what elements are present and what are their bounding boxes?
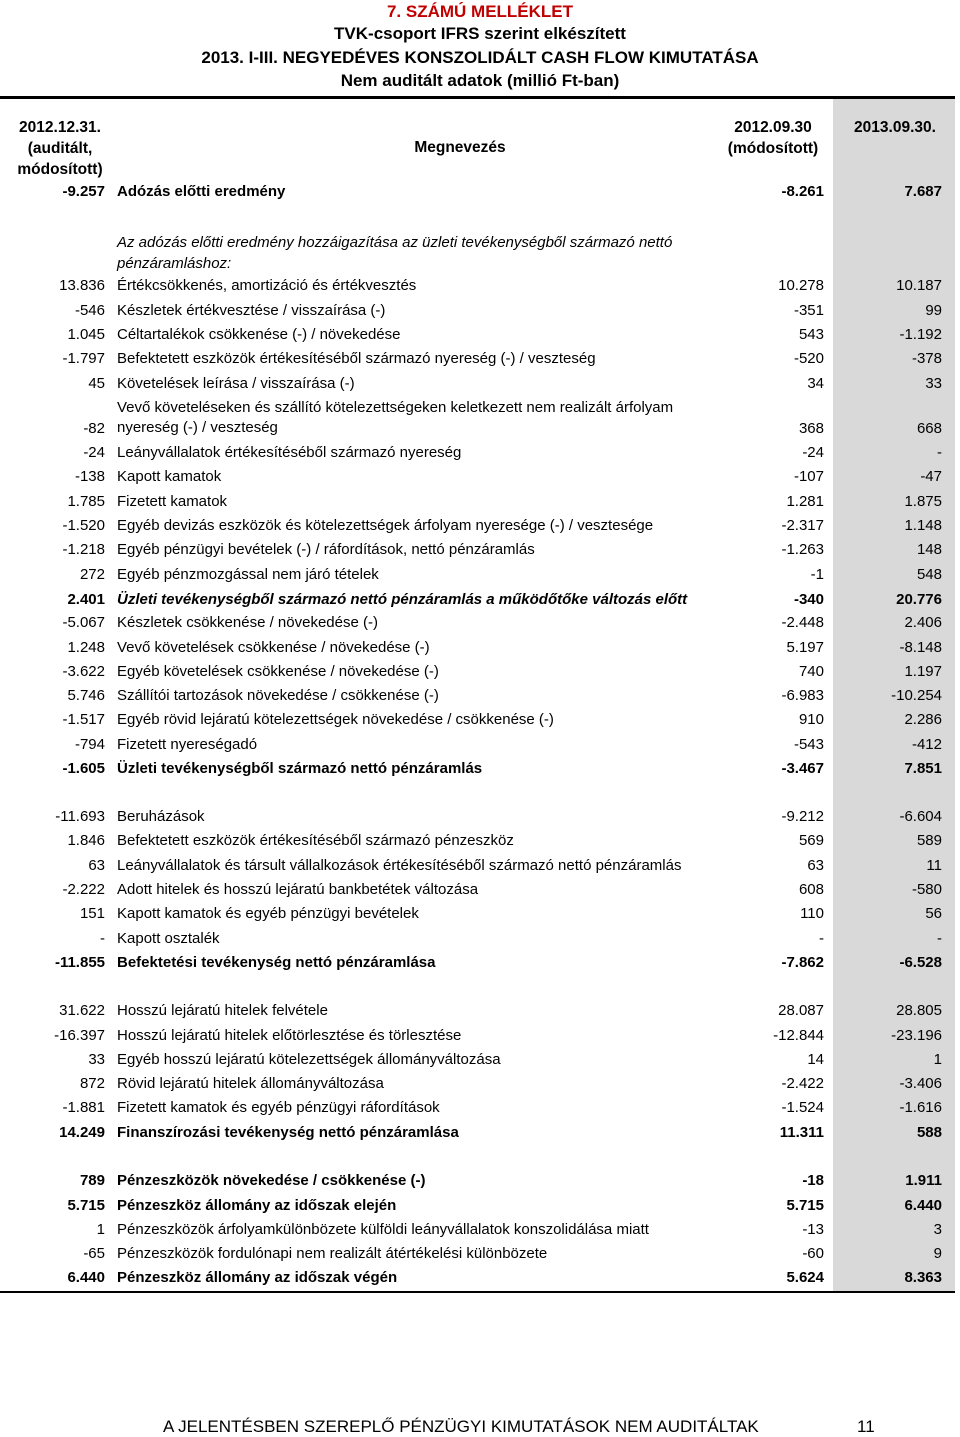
cell-2013-09-30: 6.440 bbox=[904, 1197, 942, 1214]
cell-2013-09-30: 11 bbox=[926, 857, 942, 874]
cell-2012-12-31: 13.836 bbox=[59, 277, 105, 294]
cell-2012-12-31: -1.517 bbox=[62, 711, 105, 728]
cell-label: Fizetett kamatok és egyéb pénzügyi ráfordítások bbox=[117, 1099, 440, 1116]
cell-2012-12-31: 1.846 bbox=[67, 832, 105, 849]
cell-label: Kapott kamatok bbox=[117, 468, 222, 485]
cell-2013-09-30: -8.148 bbox=[899, 639, 942, 656]
cell-2012-12-31: 5.715 bbox=[67, 1197, 105, 1214]
cell-label: Egyéb rövid lejáratú kötelezettségek növekedése / csökkenése (-) bbox=[117, 711, 554, 728]
cell-2012-12-31: -82 bbox=[83, 420, 105, 437]
cell-label: Befektetett eszközök értékesítéséből származó pénzeszköz bbox=[117, 832, 514, 849]
cell-2012-09-30: -7.862 bbox=[781, 954, 824, 971]
cell-label: Pénzeszköz állomány az időszak elején bbox=[117, 1197, 397, 1214]
bottom-rule bbox=[0, 1291, 955, 1293]
column-header-2012-09-30 bbox=[712, 117, 834, 159]
title-company: TVK-csoport IFRS szerint elkészített bbox=[334, 24, 626, 43]
cell-2013-09-30: 1.197 bbox=[904, 663, 942, 680]
cell-label: Kapott kamatok és egyéb pénzügyi bevételek bbox=[117, 905, 419, 922]
title-report: 2013. I-III. NEGYEDÉVES KONSZOLIDÁLT CASH FLOW KIMUTATÁSA bbox=[201, 48, 759, 67]
cell-2012-09-30: 14 bbox=[807, 1051, 824, 1068]
cell-2012-09-30: 543 bbox=[798, 326, 824, 343]
cell-label: Céltartalékok csökkenése (-) / növekedése bbox=[117, 326, 401, 343]
cell-2012-09-30: -24 bbox=[802, 444, 824, 461]
cell-label: Fizetett nyereségadó bbox=[117, 736, 258, 753]
cell-2013-09-30: 7.851 bbox=[904, 760, 942, 777]
cell-2012-09-30: -6.983 bbox=[781, 687, 824, 704]
column-header-line: 2012.09.30 bbox=[734, 119, 812, 136]
cell-label: Egyéb követelések csökkenése / növekedése (-) bbox=[117, 663, 439, 680]
cell-label: Üzleti tevékenységből származó nettó pénzáramlás bbox=[117, 760, 483, 777]
title-annex: 7. SZÁMÚ MELLÉKLET bbox=[386, 2, 574, 21]
cell-2012-12-31: 33 bbox=[88, 1051, 105, 1068]
cell-label: Pénzeszközök fordulónapi nem realizált átértékelési különbözete bbox=[117, 1245, 548, 1262]
cell-2012-09-30: -13 bbox=[802, 1221, 824, 1238]
cell-2012-12-31: 1.785 bbox=[67, 493, 105, 510]
cell-2012-12-31: -11.693 bbox=[55, 808, 105, 825]
cell-2013-09-30: -412 bbox=[911, 736, 942, 753]
cell-2012-12-31: -9.257 bbox=[62, 183, 105, 200]
cell-2012-12-31: -16.397 bbox=[54, 1027, 105, 1044]
cell-label: Leányvállalatok és társult vállalkozások értékesítéséből származó nettó pénzáramlás bbox=[117, 857, 682, 874]
cell-2012-12-31: -1.797 bbox=[62, 350, 105, 367]
cell-label: Pénzeszközök árfolyamkülönbözete külföldi leányvállalatok konszolidálása miatt bbox=[117, 1221, 649, 1238]
cell-2012-09-30: 11.311 bbox=[779, 1124, 824, 1141]
cell-2012-09-30: -2.317 bbox=[781, 517, 824, 534]
cell-2013-09-30: -6.604 bbox=[899, 808, 942, 825]
cell-label: Adózás előtti eredmény bbox=[117, 183, 286, 200]
cell-2013-09-30: 3 bbox=[933, 1221, 942, 1238]
cell-2012-12-31: - bbox=[100, 930, 105, 947]
cell-2012-09-30: 569 bbox=[798, 832, 824, 849]
top-rule bbox=[0, 96, 955, 99]
cell-2012-12-31: 151 bbox=[79, 905, 105, 922]
cell-2012-09-30: 608 bbox=[798, 881, 824, 898]
cell-2012-09-30: 5.197 bbox=[786, 639, 824, 656]
cell-2013-09-30: 20.776 bbox=[896, 591, 942, 608]
cell-2013-09-30: -580 bbox=[911, 881, 942, 898]
cell-2012-12-31: -5.067 bbox=[62, 614, 105, 631]
cell-2013-09-30: 1 bbox=[933, 1051, 942, 1068]
cell-label: Vevő követelések csökkenése / növekedése (-) bbox=[117, 639, 430, 656]
column-header-2012-12-31 bbox=[8, 117, 112, 180]
cell-2012-12-31: -1.605 bbox=[62, 760, 105, 777]
page-number: 11 bbox=[857, 1417, 875, 1436]
cell-2013-09-30: -1.616 bbox=[899, 1099, 942, 1116]
title-units: Nem auditált adatok (millió Ft-ban) bbox=[340, 71, 620, 90]
cell-2013-09-30: 588 bbox=[916, 1124, 942, 1141]
footer-text: A JELENTÉSBEN SZEREPLŐ PÉNZÜGYI KIMUTATÁSOK NEM AUDITÁLTAK bbox=[163, 1417, 759, 1436]
cell-label: Kapott osztalék bbox=[117, 930, 220, 947]
special-row-line: nyereség (-) / veszteség bbox=[117, 419, 278, 436]
cell-label: Hosszú lejáratú hitelek előtörlesztése és törlesztése bbox=[117, 1027, 462, 1044]
cell-2012-12-31: -11.855 bbox=[54, 954, 105, 971]
adjustment-note bbox=[117, 232, 757, 274]
note-line: pénzáramláshoz: bbox=[117, 255, 232, 272]
column-header-name: Megnevezés bbox=[414, 139, 506, 156]
cell-2012-09-30: 910 bbox=[798, 711, 824, 728]
cell-2012-09-30: -2.448 bbox=[781, 614, 824, 631]
cell-2013-09-30: -378 bbox=[911, 350, 942, 367]
cell-2013-09-30: 1.148 bbox=[904, 517, 942, 534]
special-row-label bbox=[117, 398, 757, 438]
cell-label: Befektetett eszközök értékesítéséből származó nyereség (-) / veszteség bbox=[117, 350, 596, 367]
column-header-line: (auditált, bbox=[27, 140, 93, 157]
cell-label: Készletek csökkenése / növekedése (-) bbox=[117, 614, 378, 631]
cell-2013-09-30: -10.254 bbox=[891, 687, 942, 704]
cell-2012-09-30: 1.281 bbox=[786, 493, 824, 510]
note-line: Az adózás előtti eredmény hozzáigazítása az üzleti tevékenységből származó nettó bbox=[117, 234, 673, 251]
cell-2012-12-31: 872 bbox=[79, 1075, 105, 1092]
cell-2013-09-30: 2.286 bbox=[904, 711, 942, 728]
cell-2012-09-30: -12.844 bbox=[773, 1027, 824, 1044]
cell-2012-09-30: -2.422 bbox=[781, 1075, 824, 1092]
cell-2013-09-30: 548 bbox=[916, 566, 942, 583]
cell-2012-12-31: -24 bbox=[83, 444, 105, 461]
cell-2013-09-30: 148 bbox=[916, 541, 942, 558]
cell-2012-12-31: -3.622 bbox=[62, 663, 105, 680]
cell-2012-09-30: -1 bbox=[810, 566, 824, 583]
cell-2012-09-30: 368 bbox=[798, 420, 824, 437]
cell-label: Pénzeszköz állomány az időszak végén bbox=[117, 1269, 398, 1286]
cell-2012-09-30: - bbox=[819, 930, 824, 947]
cell-2013-09-30: 56 bbox=[925, 905, 942, 922]
cell-2012-09-30: -543 bbox=[793, 736, 824, 753]
cell-2013-09-30: 1.875 bbox=[904, 493, 942, 510]
cell-label: Készletek értékvesztése / visszaírása (-) bbox=[117, 302, 386, 319]
cell-2012-09-30: -520 bbox=[793, 350, 824, 367]
cell-label: Adott hitelek és hosszú lejáratú bankbetétek változása bbox=[117, 881, 479, 898]
cell-label: Rövid lejáratú hitelek állományváltozása bbox=[117, 1075, 384, 1092]
cell-2013-09-30: 668 bbox=[916, 420, 942, 437]
cell-2012-12-31: -1.881 bbox=[62, 1099, 105, 1116]
cell-2012-12-31: 1 bbox=[96, 1221, 105, 1238]
special-row-line: Vevő követeléseken és szállító kötelezettségeken keletkezett nem realizált árfolyam bbox=[117, 399, 674, 416]
cell-2012-12-31: 31.622 bbox=[59, 1002, 105, 1019]
cell-2012-12-31: 63 bbox=[88, 857, 105, 874]
cell-2012-09-30: 110 bbox=[800, 905, 824, 922]
cell-2013-09-30: 8.363 bbox=[904, 1269, 942, 1286]
cell-2012-09-30: 5.715 bbox=[786, 1197, 824, 1214]
cell-2013-09-30: - bbox=[937, 930, 942, 947]
cell-2012-09-30: -8.261 bbox=[781, 183, 824, 200]
cell-label: Leányvállalatok értékesítéséből származó nyereség bbox=[117, 444, 462, 461]
cell-2012-09-30: -1.263 bbox=[781, 541, 824, 558]
cell-label: Hosszú lejáratú hitelek felvétele bbox=[117, 1002, 328, 1019]
cell-label: Pénzeszközök növekedése / csökkenése (-) bbox=[117, 1172, 426, 1189]
cell-label: Befektetési tevékenység nettó pénzáramlása bbox=[117, 954, 436, 971]
cell-2012-12-31: 14.249 bbox=[59, 1124, 105, 1141]
cell-2012-09-30: 34 bbox=[807, 375, 824, 392]
cell-2012-09-30: 5.624 bbox=[786, 1269, 824, 1286]
cell-2012-09-30: -18 bbox=[802, 1172, 824, 1189]
cell-2012-12-31: 45 bbox=[88, 375, 105, 392]
column-header-line: (módosított) bbox=[727, 140, 819, 157]
cell-2012-09-30: 28.087 bbox=[778, 1002, 824, 1019]
cell-2012-12-31: -794 bbox=[74, 736, 105, 753]
cell-label: Szállítói tartozások növekedése / csökkenése (-) bbox=[117, 687, 439, 704]
cell-2012-12-31: 272 bbox=[79, 566, 105, 583]
column-header-2013-09-30: 2013.09.30. bbox=[854, 119, 936, 136]
cell-2013-09-30: 589 bbox=[916, 832, 942, 849]
cell-2013-09-30: 2.406 bbox=[904, 614, 942, 631]
cell-2012-09-30: -107 bbox=[793, 468, 824, 485]
cell-2012-09-30: -9.212 bbox=[781, 808, 824, 825]
cell-2012-09-30: -60 bbox=[802, 1245, 824, 1262]
cell-2012-12-31: 5.746 bbox=[67, 687, 105, 704]
cell-2013-09-30: 1.911 bbox=[905, 1172, 942, 1189]
cell-2013-09-30: -23.196 bbox=[891, 1027, 942, 1044]
cell-2012-12-31: 1.045 bbox=[67, 326, 105, 343]
cell-label: Fizetett kamatok bbox=[117, 493, 228, 510]
cell-2012-12-31: 6.440 bbox=[67, 1269, 105, 1286]
cell-2012-12-31: -138 bbox=[74, 468, 105, 485]
cell-label: Beruházások bbox=[117, 808, 205, 825]
cell-label: Finanszírozási tevékenység nettó pénzáramlása bbox=[117, 1124, 459, 1141]
cell-2013-09-30: -6.528 bbox=[899, 954, 942, 971]
column-header-line: 2012.12.31. bbox=[19, 119, 101, 136]
cell-2013-09-30: 10.187 bbox=[896, 277, 942, 294]
cell-2013-09-30: -1.192 bbox=[899, 326, 942, 343]
cell-2013-09-30: 99 bbox=[925, 302, 942, 319]
cell-2012-09-30: -351 bbox=[793, 302, 824, 319]
cell-2012-09-30: 10.278 bbox=[778, 277, 824, 294]
cell-2012-12-31: -2.222 bbox=[62, 881, 105, 898]
cell-2012-12-31: -1.218 bbox=[62, 541, 105, 558]
cell-2012-12-31: -65 bbox=[83, 1245, 105, 1262]
cell-2012-12-31: 2.401 bbox=[67, 591, 105, 608]
column-header-line: módosított) bbox=[17, 161, 103, 178]
cell-2013-09-30: 33 bbox=[925, 375, 942, 392]
cell-2012-09-30: -1.524 bbox=[781, 1099, 824, 1116]
cell-label: Értékcsökkenés, amortizáció és értékvesztés bbox=[117, 277, 417, 294]
cell-label: Egyéb pénzügyi bevételek (-) / ráfordítások, nettó pénzáramlás bbox=[117, 541, 535, 558]
cell-2012-09-30: 63 bbox=[807, 857, 824, 874]
cell-2012-09-30: -340 bbox=[793, 591, 824, 608]
cell-label: Üzleti tevékenységből származó nettó pénzáramlás a működőtőke változás előtt bbox=[117, 591, 688, 608]
cell-2012-12-31: 789 bbox=[79, 1172, 105, 1189]
cell-2013-09-30: - bbox=[937, 444, 942, 461]
cell-2013-09-30: 9 bbox=[933, 1245, 942, 1262]
cell-2012-12-31: 1.248 bbox=[67, 639, 105, 656]
cell-label: Követelések leírása / visszaírása (-) bbox=[117, 375, 355, 392]
cell-2013-09-30: 7.687 bbox=[904, 183, 942, 200]
cell-2013-09-30: -47 bbox=[920, 468, 942, 485]
cell-2012-09-30: -3.467 bbox=[781, 760, 824, 777]
cell-label: Egyéb hosszú lejáratú kötelezettségek állományváltozása bbox=[117, 1051, 501, 1068]
cell-2012-12-31: -1.520 bbox=[62, 517, 105, 534]
cell-label: Egyéb pénzmozgással nem járó tételek bbox=[117, 566, 379, 583]
cell-label: Egyéb devizás eszközök és kötelezettségek árfolyam nyeresége (-) / vesztesége bbox=[117, 517, 654, 534]
cell-2012-09-30: 740 bbox=[798, 663, 824, 680]
cell-2013-09-30: -3.406 bbox=[899, 1075, 942, 1092]
cell-2012-12-31: -546 bbox=[74, 302, 105, 319]
cell-2013-09-30: 28.805 bbox=[896, 1002, 942, 1019]
